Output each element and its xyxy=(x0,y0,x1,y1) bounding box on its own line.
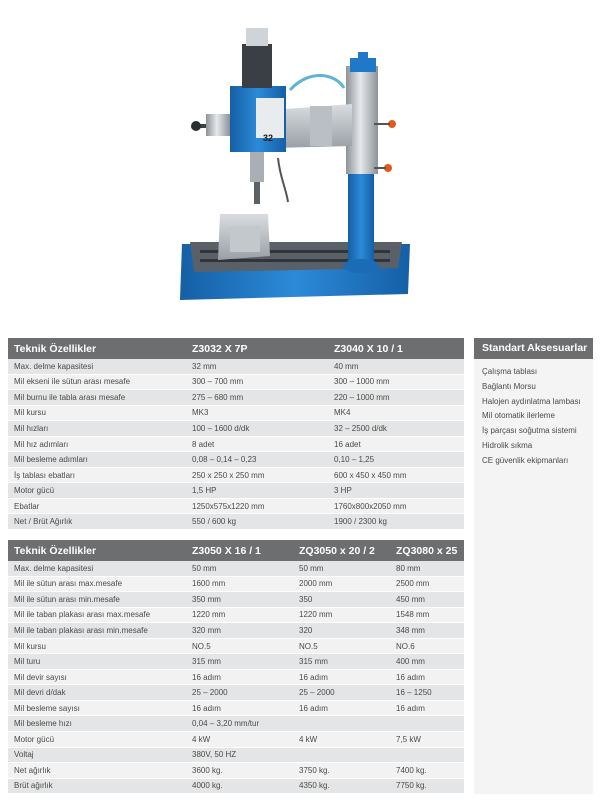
spec-label: Mil besleme sayısı xyxy=(8,700,186,716)
spec-label: Mil devri d/dak xyxy=(8,685,186,701)
list-item: CE güvenlik ekipmanları xyxy=(482,455,569,465)
spec-label: Mil ile taban plakası arası max.mesafe xyxy=(8,607,186,623)
spec-label: Voltaj xyxy=(8,747,186,763)
spec-value: 50 mm xyxy=(293,561,390,576)
spec-value: 4 kW xyxy=(293,732,390,748)
list-item: İş parçası soğutma sistemi xyxy=(482,426,577,436)
table-row xyxy=(8,623,464,639)
spec-value: 32 – 2500 d/dk xyxy=(328,421,464,437)
header-cell: Teknik Özellikler xyxy=(8,338,186,359)
spec-value: 3 HP xyxy=(328,483,464,499)
radial-drill-photo xyxy=(160,18,420,310)
header-cell: Teknik Özellikler xyxy=(8,540,186,561)
list-item: Halojen aydınlatma lambası xyxy=(482,396,581,406)
table-row xyxy=(8,778,464,794)
table-row xyxy=(8,359,464,374)
header-cell: Z3040 X 10 / 1 xyxy=(328,338,464,359)
spec-value: 50 mm xyxy=(186,561,293,576)
spec-value: 1250x575x1220 mm xyxy=(186,498,328,514)
spec-label: Motor gücü xyxy=(8,483,186,499)
table-row xyxy=(8,747,464,763)
spec-value: 16 adım xyxy=(390,669,464,685)
spec-label: Net ağırlık xyxy=(8,763,186,779)
table-row xyxy=(8,654,464,670)
spec-value: 0,08 – 0,14 – 0,23 xyxy=(186,452,328,468)
spec-value: 600 x 450 x 450 mm xyxy=(328,467,464,483)
spec-value: 2000 mm xyxy=(293,576,390,592)
spec-value: 320 mm xyxy=(186,623,293,639)
spec-value: 4000 kg. xyxy=(186,778,293,794)
header-cell: Z3032 X 7P xyxy=(186,338,328,359)
spec-value: 80 mm xyxy=(390,561,464,576)
spec-value: 1760x800x2050 mm xyxy=(328,498,464,514)
spec-value: 450 mm xyxy=(390,592,464,608)
spec-value: 7750 kg. xyxy=(390,778,464,794)
spec-value: MK3 xyxy=(186,405,328,421)
spec-value: 16 adım xyxy=(186,669,293,685)
spec-value: 16 adım xyxy=(293,669,390,685)
spec-value: 4350 kg. xyxy=(293,778,390,794)
table-row xyxy=(8,467,464,483)
spec-label: Net / Brüt Ağırlık xyxy=(8,514,186,530)
spec-value: 1220 mm xyxy=(186,607,293,623)
spec-value: 8 adet xyxy=(186,436,328,452)
spec-label: Mil kursu xyxy=(8,405,186,421)
spec-table-2 xyxy=(8,540,464,794)
table-row xyxy=(8,700,464,716)
spec-label: Brüt ağırlık xyxy=(8,778,186,794)
table-row xyxy=(8,685,464,701)
accessories-panel xyxy=(474,338,593,794)
spec-value: MK4 xyxy=(328,405,464,421)
table-row xyxy=(8,421,464,437)
spec-value: NO.5 xyxy=(186,638,293,654)
table-row xyxy=(8,576,464,592)
table-row xyxy=(8,592,464,608)
spec-value: 250 x 250 x 250 mm xyxy=(186,467,328,483)
list-item: Bağlantı Morsu xyxy=(482,381,536,391)
spec-label: Mil burnu ile tabla arası mesafe xyxy=(8,390,186,406)
spec-value: 40 mm xyxy=(328,359,464,374)
spec-table-2-header xyxy=(8,540,464,561)
table-row xyxy=(8,498,464,514)
spec-value: 380V, 50 HZ xyxy=(186,747,293,763)
spec-value: 3750 kg. xyxy=(293,763,390,779)
spec-value: 0,10 – 1,25 xyxy=(328,452,464,468)
list-item: Çalışma tablası xyxy=(482,367,538,376)
table-row xyxy=(8,436,464,452)
spec-label: Mil kursu xyxy=(8,638,186,654)
table-row xyxy=(8,514,464,530)
spec-value: 7400 kg. xyxy=(390,763,464,779)
spec-value: 25 – 2000 xyxy=(186,685,293,701)
table-row xyxy=(8,452,464,468)
table-row xyxy=(8,716,464,732)
spec-value xyxy=(293,716,390,732)
spec-value xyxy=(390,716,464,732)
spec-value: 315 mm xyxy=(293,654,390,670)
spec-label: Mil ile sütun arası max.mesafe xyxy=(8,576,186,592)
spec-value: 300 – 1000 mm xyxy=(328,374,464,390)
spec-label: Mil besleme adımları xyxy=(8,452,186,468)
spec-value: 100 – 1600 d/dk xyxy=(186,421,328,437)
spec-label: Mil devir sayısı xyxy=(8,669,186,685)
spec-value: 3600 kg. xyxy=(186,763,293,779)
spec-value xyxy=(390,747,464,763)
spec-value: 550 / 600 kg xyxy=(186,514,328,530)
spec-value: 315 mm xyxy=(186,654,293,670)
spec-value: 1900 / 2300 kg xyxy=(328,514,464,530)
spec-label: Mil ile sütun arası min.mesafe xyxy=(8,592,186,608)
table-row xyxy=(8,607,464,623)
header-cell: ZQ3050 x 20 / 2 xyxy=(293,540,390,561)
spec-value: 4 kW xyxy=(186,732,293,748)
spec-label: Mil ekseni ile sütun arası mesafe xyxy=(8,374,186,390)
spec-value: 220 – 1000 mm xyxy=(328,390,464,406)
accessories-list xyxy=(474,359,593,469)
table-row xyxy=(8,669,464,685)
spec-value: 1548 mm xyxy=(390,607,464,623)
table-row xyxy=(8,561,464,576)
spec-table-1-header xyxy=(8,338,464,359)
spec-label: Mil hız adımları xyxy=(8,436,186,452)
spec-label: Mil ile taban plakası arası min.mesafe xyxy=(8,623,186,639)
list-item: Mil otomatik ilerleme xyxy=(482,411,555,421)
header-cell: Z3050 X 16 / 1 xyxy=(186,540,293,561)
header-cell: ZQ3080 x 25 xyxy=(390,540,464,561)
spec-value: 400 mm xyxy=(390,654,464,670)
table-row xyxy=(8,374,464,390)
spec-value: 16 – 1250 xyxy=(390,685,464,701)
spec-value: 2500 mm xyxy=(390,576,464,592)
spec-value: NO.5 xyxy=(293,638,390,654)
table-row xyxy=(8,638,464,654)
spec-label: Mil turu xyxy=(8,654,186,670)
table-row xyxy=(8,763,464,779)
spec-label: Ebatlar xyxy=(8,498,186,514)
spec-value xyxy=(293,747,390,763)
spec-value: NO.6 xyxy=(390,638,464,654)
spec-value: 25 – 2000 xyxy=(293,685,390,701)
spec-value: 16 adım xyxy=(390,700,464,716)
table-row xyxy=(8,405,464,421)
spec-value: 16 adım xyxy=(293,700,390,716)
spec-value: 7,5 kW xyxy=(390,732,464,748)
spec-label: Motor gücü xyxy=(8,732,186,748)
table-row xyxy=(8,390,464,406)
spec-value: 350 mm xyxy=(186,592,293,608)
table-row xyxy=(8,732,464,748)
spec-value: 0,04 – 3,20 mm/tur xyxy=(186,716,293,732)
spec-label: Max. delme kapasitesi xyxy=(8,561,186,576)
list-item: Hidrolik sıkma xyxy=(482,440,533,450)
spec-label: Mil hızları xyxy=(8,421,186,437)
spec-table-1 xyxy=(8,338,464,530)
spec-value: 32 mm xyxy=(186,359,328,374)
spec-value: 1220 mm xyxy=(293,607,390,623)
spec-value: 350 xyxy=(293,592,390,608)
spec-label: İş tablası ebatları xyxy=(8,467,186,483)
spec-value: 16 adet xyxy=(328,436,464,452)
spec-value: 1,5 HP xyxy=(186,483,328,499)
model-plate-text: 32 xyxy=(263,133,274,143)
spec-value: 16 adım xyxy=(186,700,293,716)
spec-value: 275 – 680 mm xyxy=(186,390,328,406)
spec-value: 348 mm xyxy=(390,623,464,639)
spec-value: 1600 mm xyxy=(186,576,293,592)
spec-label: Mil besleme hızı xyxy=(8,716,186,732)
table-row xyxy=(8,483,464,499)
accessories-title: Standart Aksesuarlar xyxy=(474,338,593,359)
spec-value: 300 – 700 mm xyxy=(186,374,328,390)
spec-value: 320 xyxy=(293,623,390,639)
spec-label: Max. delme kapasitesi xyxy=(8,359,186,374)
